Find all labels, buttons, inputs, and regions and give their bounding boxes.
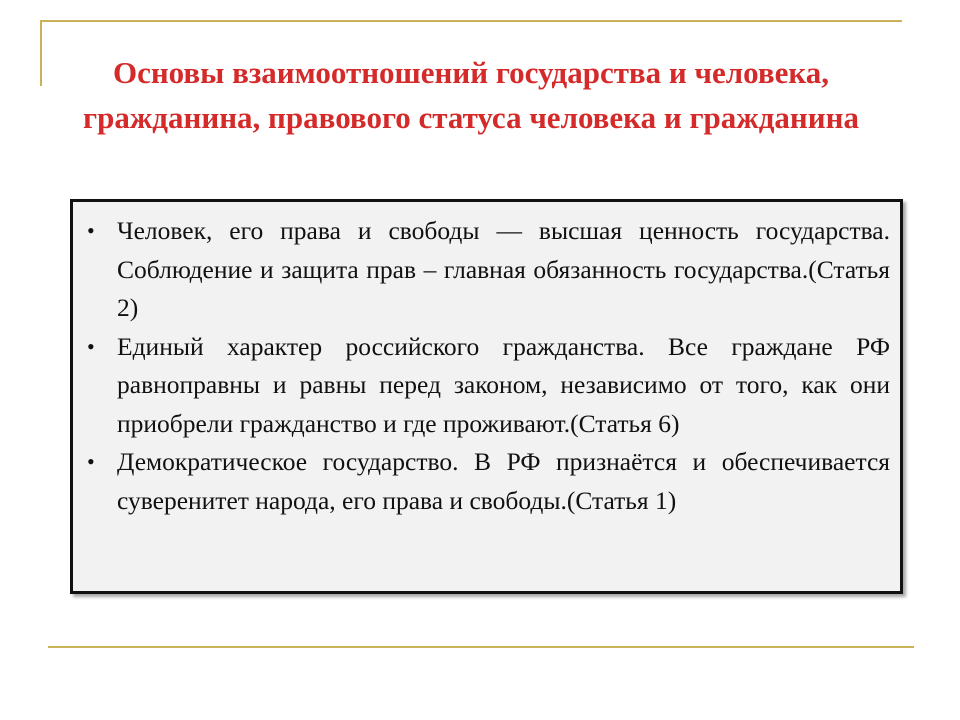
- bullet-text: Демократическое государство. В РФ признаётся и обеспечивается суверенитет народа, его права и свободы.(Статья 1): [117, 447, 890, 515]
- bullet-text: Единый характер российского гражданства. Все граждане РФ равноправны и равны перед законом, независимо от того, как они приобрели гражданство и где проживают.(Статья 6): [117, 331, 890, 438]
- bullet-dot-icon: •: [87, 218, 95, 243]
- bullet-list: [83, 212, 890, 520]
- content-box: [70, 199, 903, 594]
- bullet-item: [83, 443, 890, 520]
- slide-title: Основы взаимоотношений государства и человека, гражданина, правового статуса человека и гражданина: [83, 55, 859, 135]
- decorative-bottom-line: [48, 646, 914, 648]
- bullet-item: [83, 328, 890, 444]
- bullet-item: [83, 212, 890, 328]
- decorative-top-line: [40, 20, 902, 22]
- bullet-text: Человек, его права и свободы — высшая ценность государства. Соблюдение и защита прав – главная обязанность государства.(Статья 2): [117, 216, 890, 322]
- bullet-dot-icon: •: [87, 449, 95, 474]
- bullet-dot-icon: •: [87, 333, 95, 359]
